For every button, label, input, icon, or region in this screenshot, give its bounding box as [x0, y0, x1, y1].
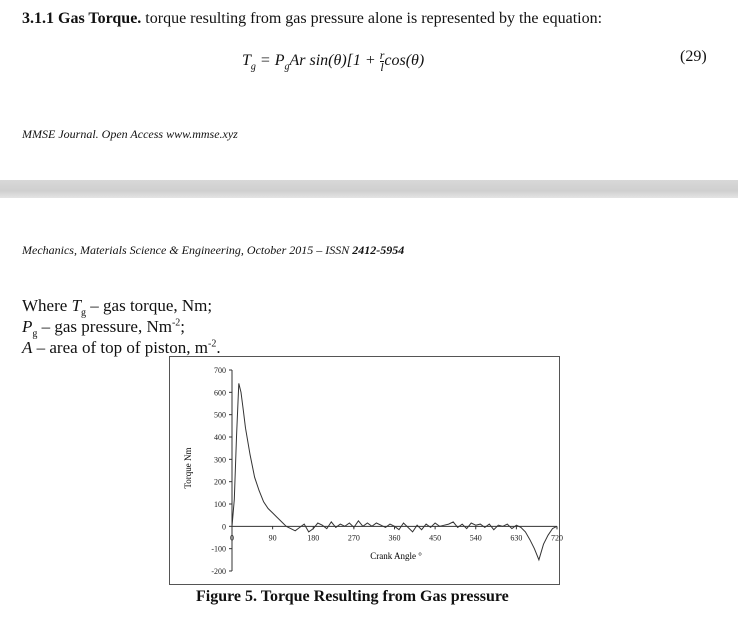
y-tick-label: 700 — [214, 366, 226, 375]
definition-tail: . — [216, 338, 221, 357]
x-axis-label: Crank Angle ° — [370, 551, 422, 561]
equation-rhs-b: Ar sin(θ)[1 + — [289, 52, 380, 70]
fraction-numerator: r — [379, 48, 385, 62]
x-tick-label: 270 — [347, 533, 360, 543]
x-tick-label: 180 — [307, 533, 320, 543]
equation-lhs-sub: g — [250, 61, 256, 73]
journal-issn: 2412-5954 — [352, 243, 405, 257]
definition-subscript: g — [32, 328, 38, 340]
x-tick-label: 720 — [551, 533, 563, 543]
figure-caption: Figure 5. Torque Resulting from Gas pressure — [196, 588, 509, 605]
y-tick-label: 600 — [214, 388, 226, 398]
y-tick-label: -200 — [211, 567, 226, 576]
equation-lhs: T — [242, 52, 251, 70]
x-tick-label: 540 — [469, 533, 482, 543]
definition-symbol: T — [71, 296, 82, 315]
y-tick-label: 200 — [214, 477, 226, 487]
x-tick-label: 450 — [429, 533, 442, 543]
definition-superscript: -2 — [171, 317, 181, 329]
journal-header — [22, 243, 404, 258]
equation-number: (29) — [680, 48, 707, 65]
equation — [242, 50, 424, 73]
chart-frame — [170, 357, 560, 585]
y-tick-label: 0 — [222, 522, 226, 532]
equation-rhs-c: cos(θ) — [384, 52, 425, 70]
equation-rhs-a: = P — [255, 52, 285, 70]
definition-tail: ; — [180, 317, 186, 336]
x-tick-label: 360 — [388, 533, 401, 543]
y-tick-label: 100 — [214, 500, 226, 509]
x-tick-label: 90 — [268, 533, 277, 543]
definition-superscript: -2 — [208, 338, 217, 350]
journal-footer: MMSE Journal. Open Access www.mmse.xyz — [22, 127, 238, 141]
y-tick-label: 400 — [214, 433, 226, 442]
fraction-denominator: l — [380, 60, 384, 74]
y-tick-label: 500 — [214, 410, 226, 420]
definition-tg — [22, 296, 212, 318]
equation-rhs-a-sub: g — [284, 61, 290, 73]
definition-text: – gas torque, Nm; — [86, 296, 213, 315]
y-tick-label: -100 — [211, 544, 226, 554]
y-tick-label: 300 — [214, 455, 226, 465]
torque-chart — [169, 356, 561, 586]
definition-a — [22, 338, 221, 358]
y-axis-label: Torque Nm — [183, 447, 193, 489]
definition-text: – gas pressure, Nm — [37, 317, 172, 336]
definition-symbol: A — [22, 338, 33, 357]
definition-symbol: P — [22, 317, 33, 336]
where-word: Where — [22, 296, 72, 315]
journal-header-text: Mechanics, Materials Science & Engineering, October 2015 – ISSN — [22, 243, 353, 257]
section-number-title: 3.1.1 Gas Torque. — [22, 10, 142, 27]
definition-text: – area of top of piston, m — [32, 338, 209, 357]
page-divider — [0, 180, 738, 198]
section-heading-text: torque resulting from gas pressure alone is represented by the equation: — [145, 10, 603, 27]
definition-pg — [22, 317, 185, 339]
x-tick-label: 0 — [230, 533, 234, 543]
section-heading — [22, 10, 602, 28]
definition-subscript: g — [81, 307, 87, 319]
x-tick-label: 630 — [510, 533, 523, 543]
